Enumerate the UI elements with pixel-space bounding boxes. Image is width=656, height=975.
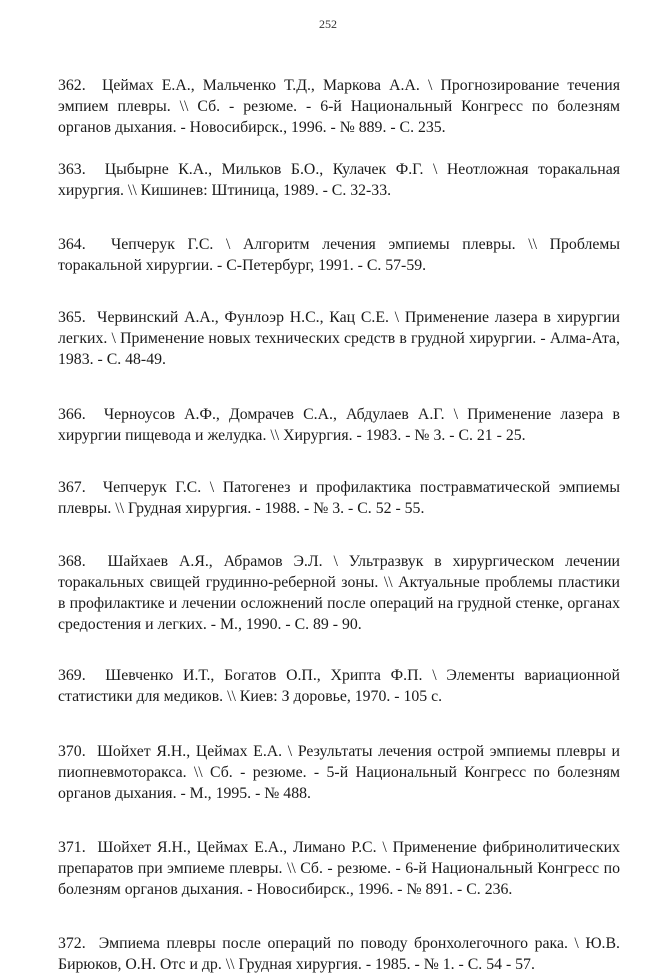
reference-text: Шайхаев А.Я., Абрамов Э.Л. \ Ультразвук в хирургическом лечении торакальных свищей грудинно-реберной зоны. \\ Актуальные проблемы пластики в профилактике и лечении осложнений после операций на грудной стенке, органах средостения и легких. - М., 1990. - С. 89 - 90.	[58, 553, 620, 633]
reference-number: 364.	[58, 236, 86, 253]
reference-item	[58, 477, 620, 519]
reference-text: Чепчерук Г.С. \ Патогенез и профилактика постравматической эмпиемы плевры. \\ Грудная хирургия. - 1988. - № 3. - С. 52 - 55.	[58, 479, 620, 517]
reference-item	[58, 307, 620, 370]
reference-item	[58, 933, 620, 975]
reference-text: Цыбырне К.А., Мильков Б.О., Кулачек Ф.Г. \ Неотложная торакальная хирургия. \\ Кишинев: Штиница, 1989. - С. 32-33.	[58, 161, 620, 199]
reference-list	[58, 75, 620, 975]
reference-item	[58, 234, 620, 276]
reference-number: 370.	[58, 743, 86, 760]
reference-number: 365.	[58, 309, 86, 326]
reference-number: 368.	[58, 553, 86, 570]
reference-number: 362.	[58, 77, 86, 94]
reference-item	[58, 837, 620, 900]
reference-item	[58, 404, 620, 446]
page-number: 252	[319, 17, 337, 31]
reference-text: Шойхет Я.Н., Цеймах Е.А. \ Результаты лечения острой эмпиемы плевры и пиопневмоторакса. \\ Сб. - резюме. - 5-й Национальный Конгресс по болезням органов дыхания. - М., 1995. - № 488.	[58, 743, 620, 802]
reference-text: Червинский А.А., Фунлоэр Н.С., Кац С.Е. \ Применение лазера в хирургии легких. \ Применение новых технических средств в грудной хирургии. - Алма-Ата, 1983. - С. 48-49.	[58, 309, 620, 368]
reference-text: Черноусов А.Ф., Домрачев С.А., Абдулаев А.Г. \ Применение лазера в хирургии пищевода и желудка. \\ Хирургия. - 1983. - № 3. - С. 21 - 25.	[58, 406, 620, 444]
reference-item	[58, 741, 620, 804]
reference-item	[58, 159, 620, 201]
reference-item	[58, 75, 620, 138]
reference-text: Чепчерук Г.С. \ Алгоритм лечения эмпиемы плевры. \\ Проблемы торакальной хирургии. - С-Петербург, 1991. - С. 57-59.	[58, 236, 620, 274]
reference-number: 366.	[58, 406, 86, 423]
reference-item	[58, 551, 620, 635]
reference-text: Эмпиема плевры после операций по поводу бронхолегочного рака. \ Ю.В. Бирюков, О.Н. Отс и др. \\ Грудная хирургия. - 1985. - № 1. - С. 54 - 57.	[58, 935, 620, 973]
reference-number: 372.	[58, 935, 86, 952]
reference-text: Цеймах Е.А., Мальченко Т.Д., Маркова А.А. \ Прогнозирование течения эмпием плевры. \\ Сб. - резюме. - 6-й Национальный Конгресс по болезням органов дыхания. - Новосибирск., 1996. - № 889. - С. 235.	[58, 77, 620, 136]
reference-item	[58, 665, 620, 707]
reference-text: Шойхет Я.Н., Цеймах Е.А., Лимано Р.С. \ Применение фибринолитических препаратов при эмпиеме плевры. \\ Сб. - резюме. - 6-й Национальный Конгресс по болезням органов дыхания. - Новосибирск., 1996. - № 891. - С. 236.	[58, 839, 620, 898]
reference-number: 369.	[58, 667, 86, 684]
reference-number: 363.	[58, 161, 86, 178]
reference-number: 367.	[58, 479, 86, 496]
reference-number: 371.	[58, 839, 86, 856]
reference-text: Шевченко И.Т., Богатов О.П., Хрипта Ф.П. \ Элементы вариационной статистики для медиков. \\ Киев: З доровье, 1970. - 105 с.	[58, 667, 621, 705]
